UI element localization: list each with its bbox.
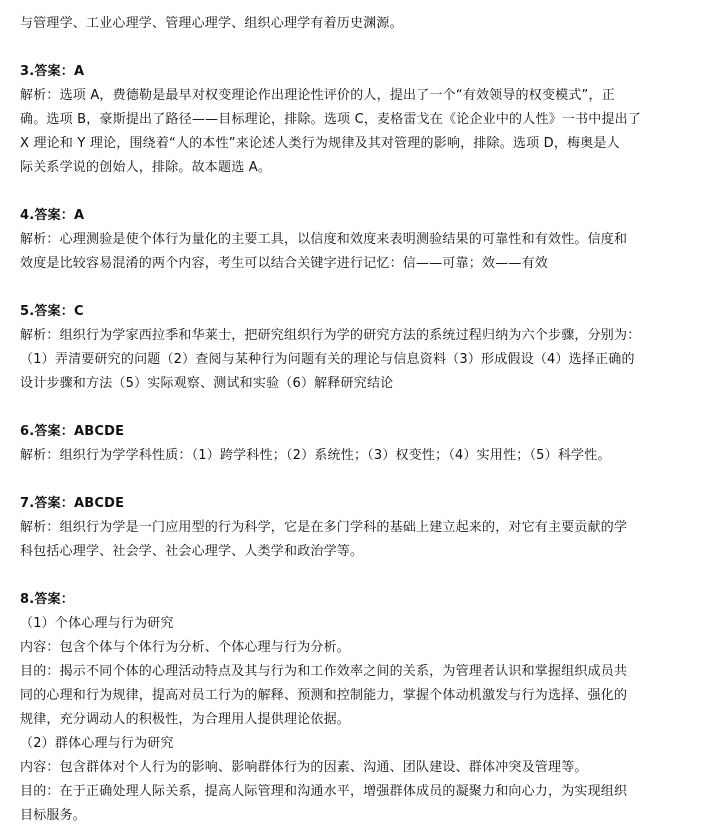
q3-explanation-line: 解析：选项 A，费德勒是最早对权变理论作出理论性评价的人，提出了一个“有效领导的权变模式”，正 [20,88,615,103]
q8-content-line: 内容：包含个体与个体行为分析、个体心理与行为分析。 [20,640,351,655]
q8-content-line: 内容：包含群体对个人行为的影响、影响群体行为的因素、沟通、团队建设、群体冲突及管理等。 [20,760,588,775]
q7-explanation-line: 科包括心理学、社会学、社会心理学、人类学和政治学等。 [20,544,364,559]
q4-explanation-line: 效度是比较容易混淆的两个内容，考生可以结合关键字进行记忆：信——可靠；效——有效 [20,256,549,271]
q5-explanation-line: 解析：组织行为学家西拉季和华莱士，把研究组织行为学的研究方法的系统过程归纳为六个步骤，分别为： [20,328,641,343]
spacer [20,36,686,60]
q5-explanation-line: （1）弄清要研究的问题（2）查阅与某种行为问题有关的理论与信息资料（3）形成假设（4）选择正确的 [20,352,635,367]
spacer [20,180,686,204]
q5-explanation-line: 设计步骤和方法（5）实际观察、测试和实验（6）解释研究结论 [20,376,394,391]
q3-answer-heading: 3.答案：A [20,64,85,79]
q8-section-title: （1）个体心理与行为研究 [20,616,174,631]
spacer [20,276,686,300]
q8-purpose-line: 规律，充分调动人的积极性，为合理用人提供理论依据。 [20,712,351,727]
q6-explanation-line: 解析：组织行为学学科性质：（1）跨学科性；（2）系统性；（3）权变性；（4）实用性；（5）科学性。 [20,448,611,463]
intro-line: 与管理学、工业心理学、管理心理学、组织心理学有着历史渊源。 [20,16,403,31]
q8-purpose-line: 目的：在于正确处理人际关系，提高人际管理和沟通水平，增强群体成员的凝聚力和向心力，为实现组织 [20,784,628,799]
q8-answer-heading: 8.答案： [20,592,74,607]
q3-explanation-line: 确。选项 B，豪斯提出了路径——目标理论，排除。选项 C，麦格雷戈在《论企业中的人性》一书中提出了 [20,112,642,127]
q4-explanation-line: 解析：心理测验是使个体行为量化的主要工具，以信度和效度来表明测验结果的可靠性和有效性。信度和 [20,232,628,247]
spacer [20,468,686,492]
q3-explanation-line: X 理论和 Y 理论，围绕着“人的本性”来论述人类行为规律及其对管理的影响，排除。选项 D，梅奥是人 [20,136,620,151]
q8-purpose-line: 目标服务。 [20,808,87,823]
q5-answer-heading: 5.答案：C [20,304,84,319]
q8-purpose-line: 同的心理和行为规律，提高对员工行为的解释、预测和控制能力，掌握个体动机激发与行为选择、强化的 [20,688,628,703]
spacer [20,396,686,420]
q3-explanation-line: 际关系学说的创始人，排除。故本题选 A。 [20,160,272,175]
q7-explanation-line: 解析：组织行为学是一门应用型的行为科学，它是在多门学科的基础上建立起来的，对它有主要贡献的学 [20,520,628,535]
q7-answer-heading: 7.答案：ABCDE [20,496,125,511]
spacer [20,564,686,588]
q4-answer-heading: 4.答案：A [20,208,85,223]
q8-section-title: （2）群体心理与行为研究 [20,736,174,751]
q6-answer-heading: 6.答案：ABCDE [20,424,125,439]
q8-purpose-line: 目的：揭示不同个体的心理活动特点及其与行为和工作效率之间的关系，为管理者认识和掌握组织成员共 [20,664,628,679]
